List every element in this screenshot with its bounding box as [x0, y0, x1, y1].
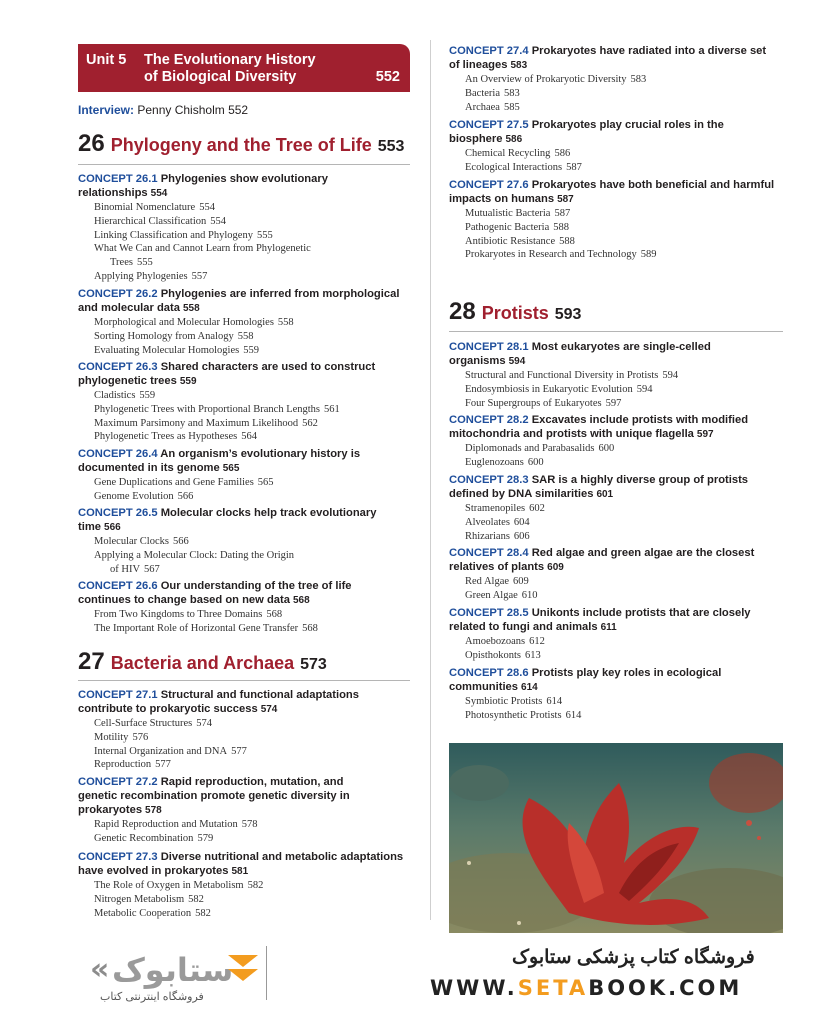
section-entry	[465, 502, 785, 516]
concept-heading	[78, 287, 414, 316]
section-title: Green Algae	[465, 589, 518, 601]
section-page: 594	[636, 383, 653, 395]
section-title: Diplomonads and Parabasalids	[465, 443, 595, 454]
concept-27-4	[449, 44, 785, 114]
section-title: Hierarchical Classification	[94, 215, 207, 227]
section-entry	[465, 383, 785, 397]
concept-27-3	[78, 850, 414, 920]
concept-27-5	[449, 118, 785, 175]
section-entry	[94, 879, 414, 893]
section-entry	[94, 229, 414, 243]
chapter-title: Bacteria and Archaea	[110, 653, 295, 673]
section-entry	[465, 695, 785, 709]
section-entry	[110, 563, 414, 577]
section-title: Linking Classification and Phylogeny	[94, 229, 253, 241]
concept-28-1	[449, 340, 785, 410]
section-entry	[465, 589, 785, 603]
concept-27-6	[449, 178, 785, 262]
section-title: Alveolates	[465, 516, 510, 528]
section-entry	[94, 270, 414, 284]
interview-name: Penny Chisholm	[137, 103, 225, 117]
concept-heading	[78, 447, 414, 476]
section-page: 579	[197, 832, 214, 844]
section-page: 589	[640, 249, 657, 261]
section-page: 585	[503, 101, 520, 113]
concept-page: 574	[260, 704, 278, 715]
concept-26-5	[78, 506, 414, 576]
concept-page: 583	[510, 60, 528, 71]
section-title: Opisthokonts	[465, 649, 522, 661]
chapter-26-heading	[78, 130, 404, 158]
section-page: 568	[302, 622, 318, 634]
concept-page: 614	[521, 682, 538, 693]
section-title: An Overview of Prokaryotic Diversity	[465, 74, 627, 85]
section-page: 578	[241, 819, 258, 830]
concept-28-2	[449, 413, 785, 470]
concept-key: CONCEPT 28.3	[449, 474, 529, 486]
concept-key: CONCEPT 28.2	[449, 414, 529, 426]
concept-title-line: Structural and functional adaptations	[160, 689, 359, 701]
svg-text:ستابوک: ستابوک	[112, 951, 234, 989]
section-page: 559	[243, 344, 259, 356]
section-page: 558	[277, 317, 294, 328]
section-entry	[94, 745, 414, 759]
concept-title-line: of lineages	[449, 59, 508, 71]
section-page: 583	[503, 87, 520, 99]
concept-title-line: organisms	[449, 355, 506, 367]
concept-page: 601	[596, 489, 614, 500]
chapter-rule	[78, 680, 410, 681]
section-page: 587	[566, 161, 582, 173]
section-title: Mutualistic Bacteria	[465, 208, 551, 219]
unit-title-line2: of Biological Diversity	[144, 69, 297, 85]
section-title: Binomial Nomenclature	[94, 202, 196, 213]
section-page: 554	[210, 215, 226, 227]
concept-28-4	[449, 546, 785, 603]
concept-title-line: continues to change based on new data	[78, 594, 290, 606]
footer-divider	[266, 946, 267, 1000]
concept-heading	[78, 360, 414, 389]
section-page: 568	[266, 609, 283, 620]
section-title: Trees	[110, 257, 133, 269]
section-entry	[465, 369, 785, 383]
section-entry	[465, 101, 785, 115]
section-entry	[94, 907, 414, 921]
section-title: Applying a Molecular Clock: Dating the Origin	[94, 549, 295, 561]
section-title: Symbiotic Protists	[465, 696, 543, 707]
section-page: 582	[195, 907, 211, 919]
concept-heading	[449, 546, 785, 575]
concept-title-line: An organism’s evolutionary history is	[160, 448, 361, 460]
section-entry	[94, 316, 414, 330]
unit-title-line1: The Evolutionary History	[144, 52, 316, 68]
section-title: Phylogenetic Trees as Hypotheses	[94, 431, 238, 443]
concept-26-6	[78, 579, 414, 636]
section-entry	[465, 73, 785, 87]
section-entry	[465, 456, 785, 470]
section-title: Prokaryotes in Research and Technology	[465, 249, 637, 261]
section-entry	[94, 215, 414, 229]
section-page: 558	[237, 330, 254, 342]
url-suffix: BOOK.COM	[588, 976, 743, 1000]
section-entry	[465, 147, 785, 161]
chapter-28-heading	[449, 298, 581, 326]
section-entry	[465, 649, 785, 663]
section-page: 586	[554, 148, 571, 159]
section-title: Morphological and Molecular Homologies	[94, 317, 274, 328]
red-algae-image	[449, 743, 783, 933]
section-title: Four Supergroups of Eukaryotes	[465, 397, 602, 409]
interview-page: 552	[228, 103, 249, 117]
section-title: Motility	[94, 731, 129, 743]
section-entry	[465, 235, 785, 249]
section-entry	[465, 635, 785, 649]
concept-title-line: Shared characters are used to construct	[160, 361, 376, 373]
concept-heading	[449, 413, 785, 442]
section-title: Chemical Recycling	[465, 148, 551, 159]
section-page: 606	[513, 530, 530, 542]
section-title: Pathogenic Bacteria	[465, 221, 550, 233]
section-entry	[94, 832, 414, 846]
concept-page: 568	[292, 595, 310, 606]
section-entry	[465, 207, 785, 221]
chapter-page: 573	[300, 656, 327, 673]
concept-key: CONCEPT 28.1	[449, 341, 529, 353]
section-entry	[94, 403, 414, 417]
concept-key: CONCEPT 26.4	[78, 448, 158, 460]
section-page: 557	[191, 270, 208, 282]
section-title: Metabolic Cooperation	[94, 907, 192, 919]
section-page: 562	[302, 417, 318, 429]
concept-heading	[449, 666, 785, 695]
chapter-title: Protists	[481, 303, 549, 323]
section-page: 610	[521, 589, 538, 601]
section-entry	[94, 818, 414, 832]
section-title: Structural and Functional Diversity in Protists	[465, 370, 659, 381]
concept-title-line: Our understanding of the tree of life	[160, 580, 352, 592]
section-entry	[94, 201, 414, 215]
section-title: What We Can and Cannot Learn from Phylogenetic	[94, 243, 311, 255]
section-entry	[94, 717, 414, 731]
chapter-rule	[449, 331, 783, 332]
concept-key: CONCEPT 27.1	[78, 689, 158, 701]
concept-title-line: Molecular clocks help track evolutionary	[160, 507, 377, 519]
concept-key: CONCEPT 28.4	[449, 547, 529, 559]
concept-title-line: Red algae and green algae are the closest	[531, 547, 755, 559]
section-entry	[465, 248, 785, 262]
interview-line	[78, 103, 248, 117]
concept-title-line: documented in its genome	[78, 462, 220, 474]
section-title: Bacteria	[465, 87, 500, 99]
section-entry	[94, 731, 414, 745]
section-title: Gene Duplications and Gene Families	[94, 477, 254, 488]
concept-26-1	[78, 172, 414, 284]
store-url	[430, 976, 742, 1000]
concept-page: 597	[696, 429, 714, 440]
section-page: 582	[247, 880, 264, 891]
section-title: Endosymbiosis in Eukaryotic Evolution	[465, 383, 633, 395]
section-title: Maximum Parsimony and Maximum Likelihood	[94, 417, 299, 429]
section-entry	[94, 476, 414, 490]
concept-key: CONCEPT 28.6	[449, 667, 529, 679]
section-title: Photosynthetic Protists	[465, 709, 562, 721]
section-entry	[94, 549, 414, 563]
concept-page: 594	[508, 356, 526, 367]
section-entry	[94, 242, 414, 256]
concept-heading	[78, 850, 414, 879]
section-entry	[465, 709, 785, 723]
section-title: Reproduction	[94, 759, 152, 771]
concept-title-line: time	[78, 521, 102, 533]
concept-page: 587	[557, 194, 574, 205]
concept-key: CONCEPT 26.6	[78, 580, 158, 592]
section-title: Phylogenetic Trees with Proportional Branch Lengths	[94, 403, 321, 415]
concept-28-5	[449, 606, 785, 663]
concept-page: 609	[547, 562, 564, 573]
section-title: Rhizarians	[465, 530, 510, 542]
concept-title-line: Phylogenies show evolutionary	[160, 173, 328, 185]
section-title: Ecological Interactions	[465, 161, 563, 173]
concept-key: CONCEPT 26.5	[78, 507, 158, 519]
url-prefix: WWW.	[430, 976, 518, 1000]
section-entry	[465, 530, 785, 544]
unit-label: Unit 5	[86, 52, 127, 68]
concept-heading	[449, 340, 785, 369]
concept-heading	[78, 172, 414, 201]
concept-title-line: phylogenetic trees	[78, 375, 177, 387]
section-title: Internal Organization and DNA	[94, 745, 228, 757]
concept-title-line: defined by DNA similarities	[449, 488, 594, 500]
section-page: 600	[527, 456, 544, 468]
section-title: Stramenopiles	[465, 503, 526, 514]
concept-heading	[78, 688, 414, 717]
concept-title-line: SAR is a highly diverse group of protists	[531, 474, 749, 486]
concept-28-6	[449, 666, 785, 723]
section-entry	[465, 516, 785, 530]
section-title: Euglenozoans	[465, 456, 524, 468]
concept-heading	[449, 473, 785, 502]
concept-title-line: relationships	[78, 187, 148, 199]
section-page: 564	[241, 431, 257, 443]
concept-page: 554	[150, 188, 168, 199]
section-page: 559	[139, 390, 156, 401]
section-title: Red Algae	[465, 576, 510, 587]
concept-heading	[78, 579, 414, 608]
concept-key: CONCEPT 27.6	[449, 179, 529, 191]
concept-26-3	[78, 360, 414, 444]
section-entry	[465, 575, 785, 589]
concept-title-line: mitochondria and protists with unique flagella	[449, 428, 694, 440]
section-entry	[94, 758, 414, 772]
red-algae-photo	[449, 743, 783, 933]
chapter-page: 553	[377, 138, 405, 155]
concept-page: 565	[222, 463, 240, 474]
section-entry	[94, 344, 414, 358]
section-page: 561	[324, 403, 340, 415]
concept-page: 586	[505, 134, 523, 145]
section-page: 583	[630, 74, 647, 85]
section-title: Antibiotic Resistance	[465, 235, 556, 247]
section-title: Rapid Reproduction and Mutation	[94, 819, 238, 830]
section-page: 565	[257, 477, 274, 488]
section-entry	[465, 397, 785, 411]
section-page: 602	[529, 503, 545, 514]
logo-subtitle: فروشگاه اینترنتی کتاب	[100, 991, 204, 1003]
concept-title-line: Most eukaryotes are single-celled	[531, 341, 711, 353]
section-title: Applying Phylogenies	[94, 270, 188, 282]
section-page: 577	[155, 759, 171, 771]
concept-28-3	[449, 473, 785, 543]
section-title: Nitrogen Metabolism	[94, 893, 185, 905]
chapter-page: 593	[554, 306, 582, 323]
concept-title-line: Phylogenies are inferred from morphological	[160, 288, 400, 300]
interview-label: Interview:	[78, 103, 135, 117]
concept-title-line: Prokaryotes play crucial roles in the	[531, 119, 724, 131]
section-title: of HIV	[110, 563, 141, 575]
section-title: Sorting Homology from Analogy	[94, 330, 234, 342]
url-highlight: SETA	[517, 976, 589, 1000]
section-title: Genome Evolution	[94, 490, 174, 502]
concept-heading	[78, 775, 414, 818]
section-page: 555	[136, 257, 153, 269]
concept-heading	[449, 178, 785, 207]
concept-page: 611	[600, 622, 617, 633]
chapter-title: Phylogeny and the Tree of Life	[110, 135, 372, 155]
section-page: 613	[525, 649, 541, 661]
chapter-rule	[78, 164, 410, 165]
section-entry	[94, 535, 414, 549]
section-page: 600	[598, 443, 615, 454]
concept-key: CONCEPT 27.2	[78, 776, 158, 788]
concept-title-line: Prokaryotes have radiated into a diverse set	[531, 45, 767, 57]
section-title: Archaea	[465, 101, 500, 113]
section-page: 614	[546, 696, 563, 707]
svg-text:«: «	[90, 952, 110, 987]
section-entry	[465, 221, 785, 235]
concept-title-line: relatives of plants	[449, 561, 545, 573]
section-page: 555	[256, 229, 273, 241]
concept-page: 558	[182, 303, 200, 314]
section-page: 588	[559, 235, 575, 247]
concept-key: CONCEPT 26.3	[78, 361, 158, 373]
concept-title-line: Unikonts include protists that are closely	[531, 607, 751, 619]
section-title: Genetic Recombination	[94, 832, 194, 844]
concept-title-line: Excavates include protists with modified	[531, 414, 749, 426]
store-name: فروشگاه کتاب پزشکی ستابوک	[512, 947, 755, 968]
concept-key: CONCEPT 26.1	[78, 173, 158, 185]
section-page: 577	[231, 745, 247, 757]
concept-title-line: Diverse nutritional and metabolic adaptations	[160, 851, 404, 863]
section-page: 594	[662, 370, 679, 381]
concept-page: 581	[231, 866, 249, 877]
concept-27-1	[78, 688, 414, 772]
concept-key: CONCEPT 27.5	[449, 119, 529, 131]
section-page: 566	[172, 536, 189, 547]
concept-heading	[449, 606, 785, 635]
section-page: 554	[199, 202, 215, 213]
concept-key: CONCEPT 27.3	[78, 851, 158, 863]
concept-heading	[449, 44, 785, 73]
chapter-number: 27	[78, 648, 105, 675]
unit-page: 552	[375, 69, 400, 85]
section-page: 604	[513, 516, 530, 528]
section-entry	[94, 330, 414, 344]
chapter-number: 28	[449, 298, 476, 325]
concept-page: 559	[179, 376, 197, 387]
section-title: The Role of Oxygen in Metabolism	[94, 880, 244, 891]
concept-title-line: genetic recombination promote genetic diversity in	[78, 790, 350, 802]
section-entry	[465, 161, 785, 175]
section-entry	[110, 256, 414, 270]
section-entry	[94, 490, 414, 504]
chapter-27-heading	[78, 648, 327, 676]
concept-key: CONCEPT 28.5	[449, 607, 529, 619]
section-entry	[94, 893, 414, 907]
section-entry	[94, 608, 414, 622]
concept-title-line: Prokaryotes have both beneficial and harmful	[531, 179, 775, 191]
concept-key: CONCEPT 27.4	[449, 45, 529, 57]
concept-page: 566	[104, 522, 121, 533]
concept-title-line: contribute to prokaryotic success	[78, 703, 258, 715]
concept-title-line: have evolved in prokaryotes	[78, 865, 229, 877]
concept-title-line: Rapid reproduction, mutation, and	[160, 776, 344, 788]
concept-title-line: impacts on humans	[449, 193, 555, 205]
chapter-number: 26	[78, 130, 105, 157]
concept-26-4	[78, 447, 414, 504]
section-entry	[94, 417, 414, 431]
concept-26-2	[78, 287, 414, 357]
section-title: From Two Kingdoms to Three Domains	[94, 609, 263, 620]
unit-banner	[78, 44, 410, 92]
concept-title-line: communities	[449, 681, 519, 693]
section-page: 588	[553, 221, 570, 233]
section-page: 567	[144, 563, 160, 575]
section-title: Amoebozoans	[465, 636, 526, 647]
section-title: The Important Role of Horizontal Gene Transfer	[94, 622, 299, 634]
section-entry	[94, 389, 414, 403]
column-divider	[430, 40, 431, 920]
section-page: 609	[513, 576, 529, 587]
concept-key: CONCEPT 26.2	[78, 288, 158, 300]
section-title: Cladistics	[94, 390, 136, 401]
concept-page: 578	[145, 805, 162, 816]
section-entry	[94, 622, 414, 636]
section-entry	[465, 442, 785, 456]
concept-title-line: and molecular data	[78, 302, 180, 314]
concept-heading	[449, 118, 785, 147]
section-title: Cell-Surface Structures	[94, 718, 193, 729]
section-entry	[465, 87, 785, 101]
section-page: 576	[132, 731, 149, 743]
section-page: 587	[554, 208, 571, 219]
concept-title-line: prokaryotes	[78, 804, 143, 816]
concept-title-line: biosphere	[449, 133, 503, 145]
concept-title-line: related to fungi and animals	[449, 621, 598, 633]
section-page: 612	[529, 636, 545, 647]
section-page: 614	[565, 709, 582, 721]
section-entry	[94, 430, 414, 444]
section-page: 574	[196, 718, 213, 729]
section-page: 566	[177, 490, 194, 502]
concept-27-2	[78, 775, 414, 846]
section-title: Molecular Clocks	[94, 536, 169, 547]
concept-title-line: Protists play key roles in ecological	[531, 667, 722, 679]
section-title: Evaluating Molecular Homologies	[94, 344, 240, 356]
section-page: 582	[188, 893, 204, 905]
section-page: 597	[605, 397, 622, 409]
concept-heading	[78, 506, 414, 535]
